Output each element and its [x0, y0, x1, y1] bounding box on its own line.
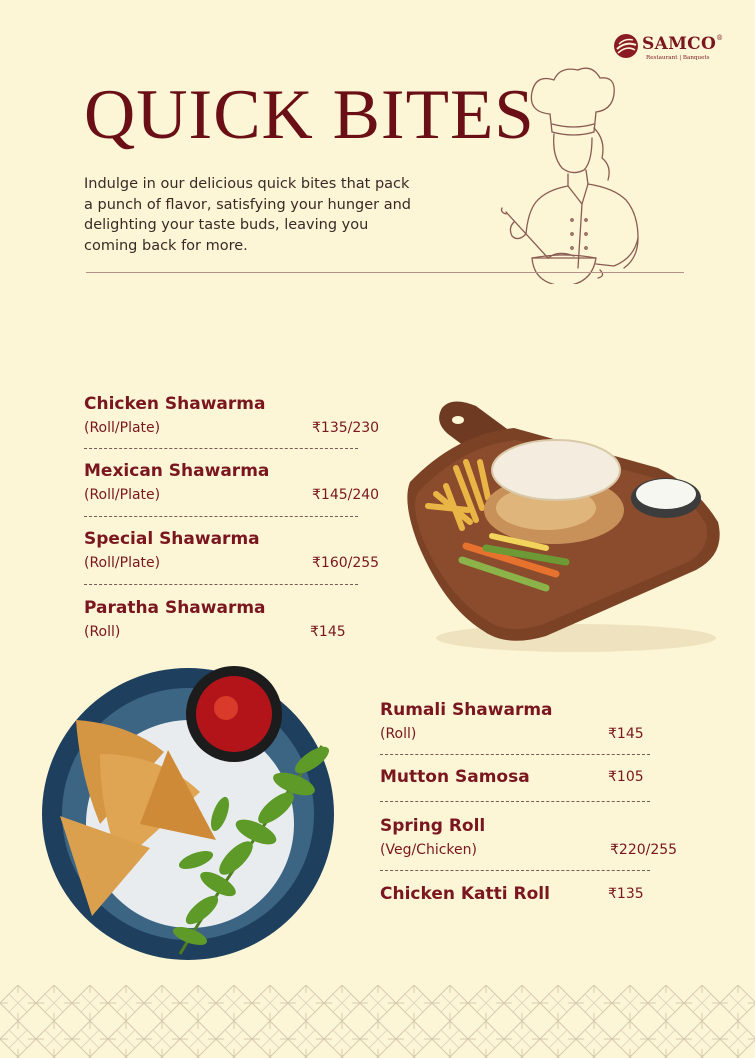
item-price: ₹145/240: [312, 487, 380, 503]
item-variant: (Roll): [380, 726, 417, 742]
item-variant: (Roll): [84, 624, 121, 640]
item-variant: (Roll/Plate): [84, 555, 161, 571]
brand-tagline: Restaurant | Banquets: [646, 55, 710, 61]
header-divider: [86, 272, 684, 273]
intro-line: delighting your taste buds, leaving you: [84, 217, 369, 233]
intro-line: coming back for more.: [84, 237, 248, 254]
item-name: Paratha Shawarma: [84, 598, 266, 618]
item-name: Mutton Samosa: [380, 767, 530, 787]
item-divider: [380, 870, 650, 871]
item-divider: [84, 516, 358, 517]
item-price: ₹135: [608, 886, 644, 902]
intro-line: a punch of flavor, satisfying your hunger and: [84, 196, 412, 213]
item-price: ₹145: [608, 726, 644, 742]
shawarma-board-photo: [396, 398, 726, 662]
item-name: Spring Roll: [380, 816, 486, 836]
item-divider: [84, 584, 358, 585]
samosa-plate-photo: [40, 664, 340, 966]
item-name: Chicken Shawarma: [84, 394, 266, 414]
item-price: ₹160/255: [312, 555, 380, 571]
item-variant: (Roll/Plate): [84, 420, 161, 436]
brand-name: SAMCO®: [642, 34, 724, 54]
item-variant: (Roll/Plate): [84, 487, 161, 503]
item-name: Rumali Shawarma: [380, 700, 553, 720]
brand-logo: [613, 33, 723, 63]
item-name: Mexican Shawarma: [84, 461, 270, 481]
intro-text: [84, 174, 459, 256]
flame-swirl-icon: [613, 33, 639, 59]
item-price: ₹105: [608, 769, 644, 785]
intro-line: Indulge in our delicious quick bites that pack: [84, 176, 410, 192]
page-title: QUICK BITES: [84, 76, 535, 154]
item-price: ₹145: [310, 624, 346, 640]
item-price: ₹220/255: [610, 842, 678, 858]
item-name: Special Shawarma: [84, 529, 260, 549]
footer-lattice-pattern: [0, 985, 755, 1058]
chef-illustration: [488, 62, 688, 284]
item-variant: (Veg/Chicken): [380, 842, 477, 858]
item-divider: [380, 754, 650, 755]
item-price: ₹135/230: [312, 420, 380, 436]
item-name: Chicken Katti Roll: [380, 884, 550, 904]
item-divider: [380, 801, 650, 802]
item-divider: [84, 448, 358, 449]
